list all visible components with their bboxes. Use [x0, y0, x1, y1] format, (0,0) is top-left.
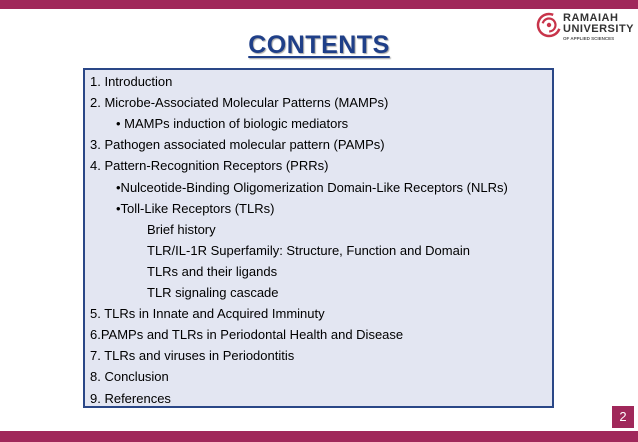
logo-name-line2: UNIVERSITY — [563, 23, 635, 35]
toc-item: 7. TLRs and viruses in Periodontitis — [90, 348, 295, 364]
toc-item: •Toll-Like Receptors (TLRs) — [116, 200, 275, 216]
toc-item: TLR signaling cascade — [147, 285, 279, 300]
toc-item: 9. References — [90, 390, 171, 406]
toc-item: 1. Introduction — [90, 74, 173, 89]
toc-item: 3. Pathogen associated molecular pattern (PAMPs) — [90, 137, 385, 153]
toc-item: • MAMPs induction of biologic mediators — [116, 116, 349, 132]
toc-item: •Nulceotide-Binding Oligomerization Domain-Like Receptors (NLRs) — [116, 179, 508, 195]
toc-item: 6.PAMPs and TLRs in Periodontal Health and Disease — [90, 327, 404, 343]
toc-item: TLRs and their ligands — [147, 263, 278, 279]
toc-item: 2. Microbe-Associated Molecular Patterns (MAMPs) — [90, 95, 389, 111]
toc-item: TLR/IL-1R Superfamily: Structure, Function and Domain — [147, 242, 470, 258]
contents-box — [83, 68, 554, 408]
toc-item: 4. Pattern-Recognition Receptors (PRRs) — [90, 158, 329, 174]
page-number: 2 — [612, 406, 634, 428]
bottom-accent-bar — [0, 431, 638, 442]
toc-item: Brief history — [147, 221, 216, 237]
toc-item: 5. TLRs in Innate and Acquired Imminuty — [90, 306, 325, 322]
logo-name-line1: RAMAIAH — [563, 12, 619, 24]
logo-tagline: OF APPLIED SCIENCES — [563, 36, 615, 41]
top-accent-bar — [0, 0, 638, 9]
toc-item: 8. Conclusion — [90, 369, 169, 385]
slide-title: CONTENTS — [248, 31, 390, 59]
